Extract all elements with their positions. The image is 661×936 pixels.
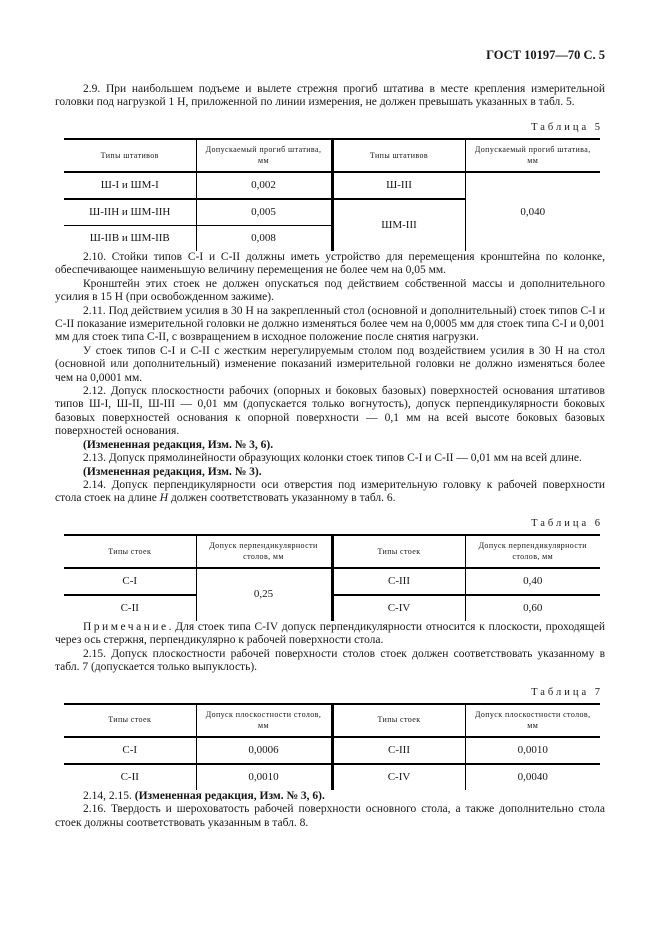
paragraph-2-12: 2.12. Допуск плоскостности рабочих (опорных и боковых базовых) поверхностей основания штативов типов Ш-I, Ш-II, Ш-III — 0,01 мм (допускается только вогнутость), допуск перпендикулярности боковых базовых поверхностей основания к опорной поверхности — 0,1 мм на всей высоте боковых базовых поверхностей основания.: [55, 385, 605, 438]
table-cell: 0,040: [520, 205, 546, 218]
table-7: [64, 703, 600, 790]
table-5-label: Таблица 5: [531, 121, 603, 133]
paragraph-2-14-text: 2.14. Допуск перпендикулярности оси отверстия под измерительную головку к рабочей поверхности стола стоек на длине: [55, 478, 605, 505]
table-header-cell: Типы штативов: [332, 139, 465, 172]
paragraph-2-11-cont: У стоек типов С-I и С-II с жестким нерегулируемым столом под воздействием усилия в 30 Н на стол (основной или дополнительный) изменение показаний измерительной головки не должно изменяться более чем на 0,0001 мм.: [55, 344, 605, 384]
table-cell: Ш-IIН и ШМ-IIН: [64, 199, 196, 226]
table-cell: ШМ-III: [332, 199, 465, 251]
table-header-cell: Типы штативов: [64, 139, 196, 172]
table-header-cell: Допуск перпендикулярности столов, мм: [465, 535, 600, 568]
table-header-cell: Типы стоек: [332, 535, 465, 568]
table-7-label: Таблица 7: [531, 686, 603, 698]
table-header-cell: Допуск плоскостности столов, мм: [465, 704, 600, 737]
table-cell: С-III: [332, 737, 465, 764]
table-cell: Ш-I и ШМ-I: [64, 172, 196, 199]
table-cell: 0,40: [465, 568, 600, 595]
table-cell: С-II: [64, 595, 196, 621]
table-cell: Ш-IIВ и ШМ-IIВ: [64, 226, 196, 252]
table-cell: 0,002: [196, 172, 332, 199]
table-cell: 0,25: [196, 568, 332, 621]
table-cell: С-II: [64, 764, 196, 790]
paragraph-2-14-text: должен соответствовать указанному в табл. 6.: [168, 492, 396, 505]
table-cell: С-I: [64, 568, 196, 595]
paragraph-2-11: 2.11. Под действием усилия в 30 Н на закрепленный стол (основной и дополнительный) стоек типов С-I и С-II показание измерительной головки не должно изменяться более чем на 0,0005 мм для стоек типа С-I и 0,001 мм для стоек типа С-II, с возвращением в исходное положение после снятия нагрузки.: [55, 304, 605, 344]
table-header-cell: Допускаемый прогиб штатива, мм: [196, 139, 332, 172]
table-6-label: Таблица 6: [531, 517, 603, 529]
table-cell: С-IV: [332, 595, 465, 621]
amendment-note-3: (Измененная редакция, Изм. № 3).: [83, 465, 262, 478]
table-cell: 0,60: [523, 601, 543, 614]
variable-H: Н: [159, 492, 169, 505]
table-6-header-row: [64, 535, 600, 568]
amendment-note-3-6: (Измененная редакция, Изм. № 3, 6).: [83, 438, 274, 451]
table-row: [64, 595, 600, 621]
table-header-cell: Типы стоек: [332, 704, 465, 737]
table-header-cell: Типы стоек: [64, 704, 196, 737]
note-text: . Для стоек типа С-IV допуск перпендикулярности относится к плоскости, проходящей через ось стержня, перпендикулярно к рабочей поверхности стола.: [55, 620, 605, 647]
table-6: [64, 534, 600, 621]
table-7-header-row: [64, 704, 600, 737]
table-cell: 0,005: [196, 199, 332, 226]
table-cell: 0,0040: [517, 770, 548, 783]
table-cell: С-I: [64, 737, 196, 764]
table-5: [64, 138, 600, 251]
paragraph-2-14: [55, 479, 605, 506]
table-cell: 0,0010: [196, 764, 332, 790]
table-row: [64, 764, 600, 790]
table-cell: Ш-III: [332, 172, 465, 199]
amendment-prefix: 2.14, 2.15.: [83, 789, 135, 802]
note-label: Примечание: [83, 620, 169, 633]
note-paragraph: [55, 621, 605, 648]
table-5-header-row: [64, 139, 600, 172]
paragraph-2-16: 2.16. Твердость и шероховатость рабочей поверхности основного стола, а также дополнительно стола стоек должны соответствовать указанным в табл. 8.: [55, 803, 605, 829]
table-row: [64, 172, 600, 199]
table-header-cell: Типы стоек: [64, 535, 196, 568]
table-cell: 0,0010: [465, 737, 600, 764]
table-cell: С-III: [332, 568, 465, 595]
amendment-bold-text: (Измененная редакция, Изм. № 3, 6).: [134, 789, 325, 802]
table-cell: С-IV: [332, 764, 465, 790]
table-header-cell: Допуск перпендикулярности столов, мм: [196, 535, 332, 568]
table-header-cell: Допускаемый прогиб штатива, мм: [465, 139, 600, 172]
table-cell: 0,008: [196, 226, 332, 252]
paragraph-2-14-2-15-amendment: [55, 790, 605, 803]
table-row: [64, 568, 600, 595]
paragraph-2-15: 2.15. Допуск плоскостности рабочей поверхности столов стоек должен соответствовать указанному в табл. 7 (допускается только выпуклость).: [55, 647, 605, 674]
table-row: [64, 737, 600, 764]
table-header-cell: Допуск плоскостности столов, мм: [196, 704, 332, 737]
table-cell: 0,0006: [196, 737, 332, 764]
page-header: ГОСТ 10197—70 С. 5: [486, 48, 605, 62]
paragraph-2-13: 2.13. Допуск прямолинейности образующих колонки стоек типов С-I и С-II — 0,01 мм на всей длине.: [83, 452, 582, 465]
paragraph-2-9: 2.9. При наибольшем подъеме и вылете стрежня прогиб штатива в месте крепления измерительной головки под нагрузкой 1 Н, приложенной по линии измерения, не должен превышать указанных в табл. 5.: [55, 83, 605, 109]
paragraph-2-10-cont: Кронштейн этих стоек не должен опускаться под действием собственной массы и дополнительного усилия в 15 Н (при освобожденном зажиме).: [55, 277, 605, 304]
paragraph-2-10: 2.10. Стойки типов С-I и С-II должны иметь устройство для перемещения кронштейна по колонке, обеспечивающее наименьшую величину перемещения не более чем на 0,05 мм.: [55, 251, 605, 277]
